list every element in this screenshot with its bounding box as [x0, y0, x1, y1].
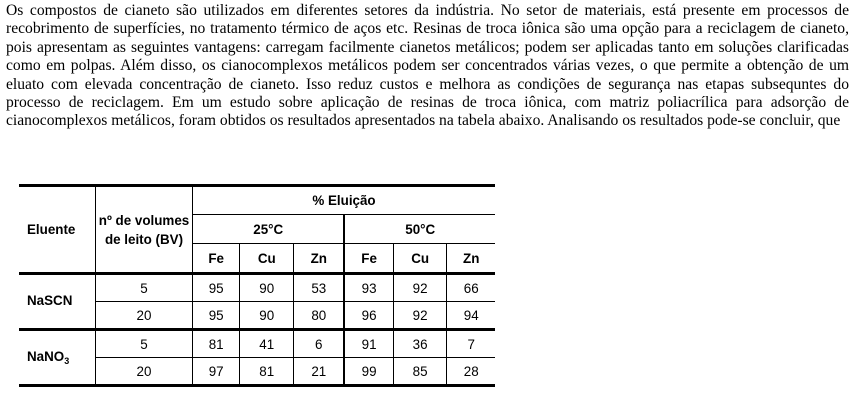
value-cell: 93 [344, 274, 393, 302]
header-bv: nº de volumes de leito (BV) [96, 186, 193, 274]
value-cell: 90 [240, 274, 294, 302]
value-cell: 81 [240, 358, 294, 386]
value-cell: 21 [294, 358, 345, 386]
value-cell: 28 [447, 358, 495, 386]
value-cell: 92 [393, 302, 447, 330]
value-cell: 95 [193, 274, 240, 302]
table-row [19, 330, 495, 358]
elution-results-table [19, 184, 495, 387]
bv-cell: 20 [96, 358, 193, 386]
header-temp-25: 25°C [193, 215, 345, 244]
header-metal: Fe [193, 244, 240, 274]
value-cell: 85 [393, 358, 447, 386]
value-cell: 6 [294, 330, 345, 358]
header-metal: Fe [344, 244, 393, 274]
value-cell: 90 [240, 302, 294, 330]
value-cell: 95 [193, 302, 240, 330]
header-elution: % Eluição [193, 186, 496, 215]
bv-cell: 5 [96, 274, 193, 302]
table-row [19, 274, 495, 302]
value-cell: 53 [294, 274, 345, 302]
eluent-name: NaSCN [19, 274, 96, 330]
value-cell: 94 [447, 302, 495, 330]
value-cell: 7 [447, 330, 495, 358]
bv-cell: 5 [96, 330, 193, 358]
value-cell: 66 [447, 274, 495, 302]
value-cell: 80 [294, 302, 345, 330]
bv-cell: 20 [96, 302, 193, 330]
header-metal: Zn [294, 244, 345, 274]
header-metal: Zn [447, 244, 495, 274]
question-paragraph: Os compostos de cianeto são utilizados em diferentes setores da indústria. No setor de materiais, está presente em processos de recobrimento de superfícies, no tratamento térmico de aços etc. Resinas de troca iônica são uma opção para a reciclagem de cianeto, pois apresentam as seguintes vantagens: carregam facilmente cianetos metálicos; podem ser aplicadas tanto em soluções clarificadas como em polpas. Além disso, os cianocomplexos metálicos podem ser concentrados várias vezes, o que permite a obtenção de um eluato com elevada concentração de cianeto. Isso reduz custos e melhora as condições de segurança nas etapas subsequntes do processo de reciclagem. Em um estudo sobre aplicação de resinas de troca iônica, com matriz poliacrílica para adsorção de cianocomplexos metálicos, foram obtidos os resultados apresentados na tabela abaixo. Analisando os resultados pode-se concluir, que [6, 2, 849, 130]
value-cell: 97 [193, 358, 240, 386]
value-cell: 91 [344, 330, 393, 358]
header-metal: Cu [240, 244, 294, 274]
value-cell: 41 [240, 330, 294, 358]
eluent-name: NaNO$_3$ [19, 330, 96, 386]
value-cell: 36 [393, 330, 447, 358]
header-temp-50: 50°C [344, 215, 495, 244]
header-eluente: Eluente [19, 186, 96, 274]
value-cell: 81 [193, 330, 240, 358]
value-cell: 92 [393, 274, 447, 302]
header-metal: Cu [393, 244, 447, 274]
value-cell: 96 [344, 302, 393, 330]
value-cell: 99 [344, 358, 393, 386]
